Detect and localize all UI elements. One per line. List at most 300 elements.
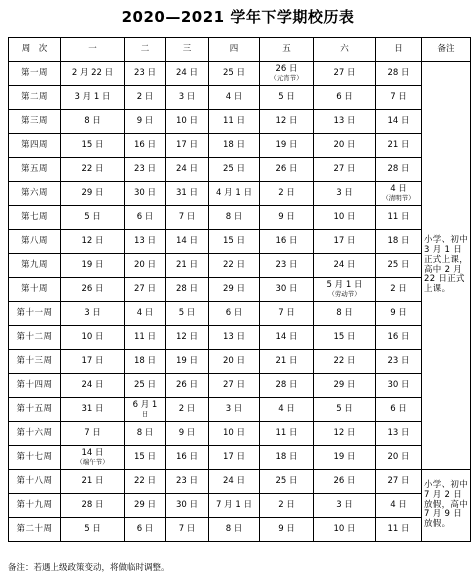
day-date: 7 月 1 日 <box>216 499 252 510</box>
day-cell <box>61 518 125 542</box>
day-date: 3 日 <box>336 187 353 198</box>
day-cell <box>166 470 209 494</box>
day-cell <box>209 422 260 446</box>
day-cell <box>166 158 209 182</box>
day-date: 24 日 <box>81 379 104 390</box>
day-date: 10 日 <box>222 427 246 438</box>
week-row <box>9 470 471 494</box>
day-cell <box>209 182 260 206</box>
day-date: 6 日 <box>136 211 154 222</box>
day-date: 10 日 <box>175 115 199 126</box>
week-label: 第十八周 <box>9 470 61 494</box>
day-date: 16 日 <box>133 139 157 150</box>
day-date: 3 日 <box>178 91 196 102</box>
week-row <box>9 374 471 398</box>
day-cell <box>209 302 260 326</box>
day-date: 6 月 1 <box>132 400 158 411</box>
day-cell <box>376 86 422 110</box>
day-date: 11 日 <box>275 427 298 438</box>
header-notes: 备注 <box>422 38 471 62</box>
day-date: 23 日 <box>387 355 410 366</box>
day-annotation: （元宵节） <box>270 73 303 82</box>
day-date: 2 日 <box>136 91 154 102</box>
day-cell <box>376 422 422 446</box>
day-cell <box>314 518 376 542</box>
day-date: 22 日 <box>222 259 246 270</box>
day-date: 24 日 <box>222 475 246 486</box>
week-row <box>9 182 471 206</box>
day-date: 21 日 <box>175 259 199 270</box>
week-label: 第九周 <box>9 254 61 278</box>
day-cell <box>260 326 314 350</box>
week-label: 第三周 <box>9 110 61 134</box>
day-cell <box>125 110 166 134</box>
day-date: 30 日 <box>387 379 410 390</box>
day-date: 8 日 <box>225 523 243 534</box>
day-date: 12 日 <box>175 331 199 342</box>
header-row <box>9 38 471 62</box>
day-cell <box>376 134 422 158</box>
day-date: 9 日 <box>278 211 295 222</box>
week-label: 第五周 <box>9 158 61 182</box>
day-cell <box>61 182 125 206</box>
header-mon: 一 <box>61 38 125 62</box>
day-date: 29 日 <box>133 499 157 510</box>
day-date: 19 日 <box>81 259 104 270</box>
day-date: 17 日 <box>81 355 104 366</box>
day-date: 25 日 <box>222 67 246 78</box>
day-cell <box>260 422 314 446</box>
week-label: 第八周 <box>9 230 61 254</box>
day-date: 25 日 <box>275 475 298 486</box>
day-cell <box>61 470 125 494</box>
day-cell <box>166 302 209 326</box>
day-date: 4 日 <box>278 403 295 414</box>
day-cell <box>125 278 166 302</box>
day-cell <box>166 62 209 86</box>
day-cell <box>314 206 376 230</box>
day-cell <box>260 470 314 494</box>
day-cell <box>209 278 260 302</box>
day-cell <box>314 302 376 326</box>
day-cell <box>209 110 260 134</box>
day-date: 26 日 <box>275 163 298 174</box>
day-date: 24 日 <box>175 163 199 174</box>
day-cell <box>314 470 376 494</box>
day-date: 24 日 <box>175 67 199 78</box>
day-date: 30 日 <box>175 499 199 510</box>
day-cell <box>125 158 166 182</box>
day-cell <box>260 374 314 398</box>
day-date: 30 日 <box>275 283 298 294</box>
day-cell <box>314 230 376 254</box>
footer-note: 备注：若遇上级政策变动，将做临时调整。 <box>8 563 170 573</box>
day-date: 10 日 <box>333 211 356 222</box>
remarks-cell: 小学、初中 3 月 1 日正式上课，高中 2 月 22 日正式上课。 <box>422 62 471 470</box>
day-date: 28 日 <box>275 379 298 390</box>
day-date: 14 日 <box>387 115 410 126</box>
day-cell <box>125 206 166 230</box>
header-sat: 六 <box>314 38 376 62</box>
day-date: 12 日 <box>333 427 356 438</box>
day-cell <box>209 326 260 350</box>
day-cell <box>314 278 376 302</box>
day-cell <box>125 518 166 542</box>
day-date: 26 日 <box>175 379 199 390</box>
day-cell <box>61 206 125 230</box>
week-label: 第十三周 <box>9 350 61 374</box>
day-date: 7 日 <box>278 307 295 318</box>
day-cell <box>125 86 166 110</box>
day-date: 20 日 <box>133 259 157 270</box>
day-date: 21 日 <box>387 139 410 150</box>
day-date: 19 日 <box>275 139 298 150</box>
day-date: 20 日 <box>333 139 356 150</box>
day-date: 15 日 <box>222 235 246 246</box>
header-wed: 三 <box>166 38 209 62</box>
day-cell <box>209 134 260 158</box>
day-cell <box>314 62 376 86</box>
day-cell <box>166 326 209 350</box>
day-cell <box>209 230 260 254</box>
day-date: 13 日 <box>333 115 356 126</box>
day-date: 5 日 <box>178 307 196 318</box>
day-cell <box>125 182 166 206</box>
day-date: 25 日 <box>222 163 246 174</box>
day-cell <box>125 326 166 350</box>
day-date: 27 日 <box>222 379 246 390</box>
day-date: 8 日 <box>336 307 353 318</box>
day-cell <box>260 494 314 518</box>
header-tue: 二 <box>125 38 166 62</box>
week-label: 第十一周 <box>9 302 61 326</box>
day-cell <box>314 326 376 350</box>
day-date: 11 日 <box>133 331 157 342</box>
day-date: 10 日 <box>81 331 104 342</box>
header-thu: 四 <box>209 38 260 62</box>
day-cell <box>209 398 260 422</box>
calendar-body <box>9 62 471 542</box>
week-row <box>9 494 471 518</box>
week-label: 第十六周 <box>9 422 61 446</box>
calendar-table <box>8 37 471 542</box>
day-cell <box>314 110 376 134</box>
day-date: 6 日 <box>225 307 243 318</box>
day-cell <box>260 182 314 206</box>
day-date: 13 日 <box>133 235 157 246</box>
day-cell <box>166 278 209 302</box>
week-label: 第一周 <box>9 62 61 86</box>
day-cell <box>376 494 422 518</box>
day-cell <box>61 278 125 302</box>
day-cell <box>61 86 125 110</box>
day-date: 13 日 <box>387 427 410 438</box>
day-cell <box>166 494 209 518</box>
day-date: 13 日 <box>222 331 246 342</box>
day-date: 22 日 <box>81 163 104 174</box>
day-cell <box>376 254 422 278</box>
day-date: 23 日 <box>133 163 157 174</box>
day-date: 29 日 <box>222 283 246 294</box>
day-cell <box>209 518 260 542</box>
day-date: 18 日 <box>133 355 157 366</box>
day-cell <box>260 62 314 86</box>
day-date: 26 日 <box>275 64 298 75</box>
day-cell <box>314 422 376 446</box>
day-date: 6 日 <box>390 403 407 414</box>
day-cell <box>314 134 376 158</box>
day-date: 14 日 <box>175 235 199 246</box>
day-cell <box>260 206 314 230</box>
day-cell <box>125 494 166 518</box>
remarks-cell: 小学、初中 7 月 2 日放假，高中 7 月 9 日放假。 <box>422 470 471 542</box>
week-label: 第十七周 <box>9 446 61 470</box>
day-cell <box>209 254 260 278</box>
day-cell <box>260 446 314 470</box>
day-date: 15 日 <box>333 331 356 342</box>
day-date: 11 日 <box>222 115 246 126</box>
day-date: 28 日 <box>175 283 199 294</box>
day-cell <box>260 350 314 374</box>
day-cell <box>166 182 209 206</box>
page-title: 2020—2021 学年下学期校历表 <box>121 8 355 26</box>
day-date: 4 日 <box>390 184 407 195</box>
day-cell <box>376 518 422 542</box>
header-fri: 五 <box>260 38 314 62</box>
day-cell <box>314 158 376 182</box>
week-row <box>9 62 471 86</box>
day-date: 6 日 <box>336 91 353 102</box>
day-date: 7 日 <box>390 91 407 102</box>
day-date: 27 日 <box>133 283 157 294</box>
day-date: 11 日 <box>387 523 410 534</box>
day-cell <box>209 206 260 230</box>
header-week: 周 次 <box>9 38 61 62</box>
day-date: 21 日 <box>275 355 298 366</box>
week-row <box>9 230 471 254</box>
day-date: 26 日 <box>81 283 104 294</box>
day-cell <box>376 446 422 470</box>
day-date: 26 日 <box>333 475 356 486</box>
day-date: 3 月 1 日 <box>74 91 111 102</box>
day-cell <box>166 230 209 254</box>
day-date: 20 日 <box>222 355 246 366</box>
day-cell <box>125 302 166 326</box>
day-cell <box>376 62 422 86</box>
day-cell <box>125 230 166 254</box>
day-date: 14 日 <box>81 448 104 459</box>
day-date: 2 日 <box>178 403 196 414</box>
day-cell <box>166 254 209 278</box>
day-cell <box>166 518 209 542</box>
week-row <box>9 518 471 542</box>
day-cell <box>260 230 314 254</box>
day-date: 8 日 <box>225 211 243 222</box>
day-cell <box>61 446 125 470</box>
day-cell <box>209 62 260 86</box>
week-row <box>9 278 471 302</box>
day-cell <box>376 326 422 350</box>
day-cell <box>314 494 376 518</box>
day-date: 5 日 <box>84 523 101 534</box>
day-date: 30 日 <box>133 187 157 198</box>
day-cell <box>125 422 166 446</box>
day-cell <box>376 278 422 302</box>
day-date: 29 日 <box>81 187 104 198</box>
day-cell <box>209 158 260 182</box>
day-date: 2 日 <box>278 499 295 510</box>
week-row <box>9 422 471 446</box>
day-annotation: （端午节） <box>76 457 109 466</box>
day-cell <box>166 398 209 422</box>
day-cell <box>260 110 314 134</box>
day-cell <box>209 470 260 494</box>
week-row <box>9 158 471 182</box>
day-date: 12 日 <box>81 235 104 246</box>
day-date: 5 日 <box>336 403 353 414</box>
day-date: 25 日 <box>133 379 157 390</box>
day-cell <box>376 158 422 182</box>
day-date: 27 日 <box>333 163 356 174</box>
day-cell <box>314 350 376 374</box>
day-cell <box>314 374 376 398</box>
day-cell <box>125 446 166 470</box>
day-date: 2 日 <box>278 187 295 198</box>
day-cell <box>260 158 314 182</box>
day-cell <box>61 326 125 350</box>
day-date: 4 日 <box>136 307 154 318</box>
day-cell <box>376 350 422 374</box>
day-date: 4 日 <box>390 499 407 510</box>
day-cell <box>125 254 166 278</box>
day-cell <box>166 110 209 134</box>
day-cell <box>314 446 376 470</box>
day-cell <box>376 110 422 134</box>
day-cell <box>209 446 260 470</box>
day-annotation: 日 <box>141 409 149 418</box>
day-annotation: （劳动节） <box>328 289 361 298</box>
day-date: 18 日 <box>222 139 246 150</box>
day-date: 23 日 <box>133 67 157 78</box>
day-date: 14 日 <box>275 331 298 342</box>
day-cell <box>260 398 314 422</box>
day-date: 22 日 <box>133 475 157 486</box>
week-row <box>9 110 471 134</box>
day-cell <box>61 134 125 158</box>
day-date: 23 日 <box>175 475 199 486</box>
week-label: 第七周 <box>9 206 61 230</box>
week-row <box>9 206 471 230</box>
day-date: 21 日 <box>81 475 104 486</box>
day-date: 27 日 <box>387 475 410 486</box>
day-date: 6 日 <box>136 523 154 534</box>
day-date: 23 日 <box>275 259 298 270</box>
day-date: 15 日 <box>133 451 157 462</box>
week-row <box>9 302 471 326</box>
day-date: 8 日 <box>136 427 154 438</box>
week-label: 第十二周 <box>9 326 61 350</box>
week-label: 第六周 <box>9 182 61 206</box>
day-date: 4 日 <box>225 91 243 102</box>
day-date: 31 日 <box>175 187 199 198</box>
day-cell <box>166 86 209 110</box>
day-cell <box>260 254 314 278</box>
week-row <box>9 398 471 422</box>
day-date: 5 日 <box>278 91 295 102</box>
day-cell <box>260 86 314 110</box>
day-date: 17 日 <box>222 451 246 462</box>
week-row <box>9 350 471 374</box>
day-cell <box>166 134 209 158</box>
week-row <box>9 254 471 278</box>
day-date: 3 日 <box>84 307 101 318</box>
day-date: 17 日 <box>175 139 199 150</box>
week-label: 第十五周 <box>9 398 61 422</box>
day-date: 12 日 <box>275 115 298 126</box>
day-date: 2 日 <box>390 283 407 294</box>
day-date: 22 日 <box>333 355 356 366</box>
day-date: 9 日 <box>390 307 407 318</box>
day-date: 18 日 <box>387 235 410 246</box>
day-cell <box>209 494 260 518</box>
day-date: 2 月 22 日 <box>71 67 114 78</box>
day-date: 19 日 <box>175 355 199 366</box>
day-date: 28 日 <box>81 499 104 510</box>
day-date: 27 日 <box>333 67 356 78</box>
week-row <box>9 134 471 158</box>
day-date: 7 日 <box>84 427 101 438</box>
day-date: 8 日 <box>84 115 101 126</box>
day-cell <box>260 302 314 326</box>
day-cell <box>166 350 209 374</box>
day-cell <box>61 374 125 398</box>
day-date: 3 日 <box>336 499 353 510</box>
day-cell <box>125 350 166 374</box>
day-cell <box>61 62 125 86</box>
header-sun: 日 <box>376 38 422 62</box>
day-cell <box>61 230 125 254</box>
week-label: 第四周 <box>9 134 61 158</box>
day-date: 10 日 <box>333 523 356 534</box>
week-row <box>9 86 471 110</box>
day-cell <box>209 86 260 110</box>
week-label: 第二十周 <box>9 518 61 542</box>
day-cell <box>314 254 376 278</box>
day-cell <box>61 110 125 134</box>
day-cell <box>376 398 422 422</box>
day-cell <box>125 398 166 422</box>
day-date: 7 日 <box>178 211 196 222</box>
day-date: 24 日 <box>333 259 356 270</box>
day-cell <box>376 470 422 494</box>
day-cell <box>260 518 314 542</box>
day-date: 16 日 <box>387 331 410 342</box>
day-cell <box>125 470 166 494</box>
day-cell <box>314 398 376 422</box>
week-label: 第十四周 <box>9 374 61 398</box>
day-date: 5 日 <box>84 211 101 222</box>
day-cell <box>376 206 422 230</box>
day-date: 29 日 <box>333 379 356 390</box>
day-cell <box>209 374 260 398</box>
day-cell <box>314 86 376 110</box>
day-date: 4 月 1 日 <box>216 187 252 198</box>
day-cell <box>125 374 166 398</box>
day-date: 20 日 <box>387 451 410 462</box>
day-cell <box>376 182 422 206</box>
day-cell <box>61 302 125 326</box>
day-date: 11 日 <box>387 211 410 222</box>
